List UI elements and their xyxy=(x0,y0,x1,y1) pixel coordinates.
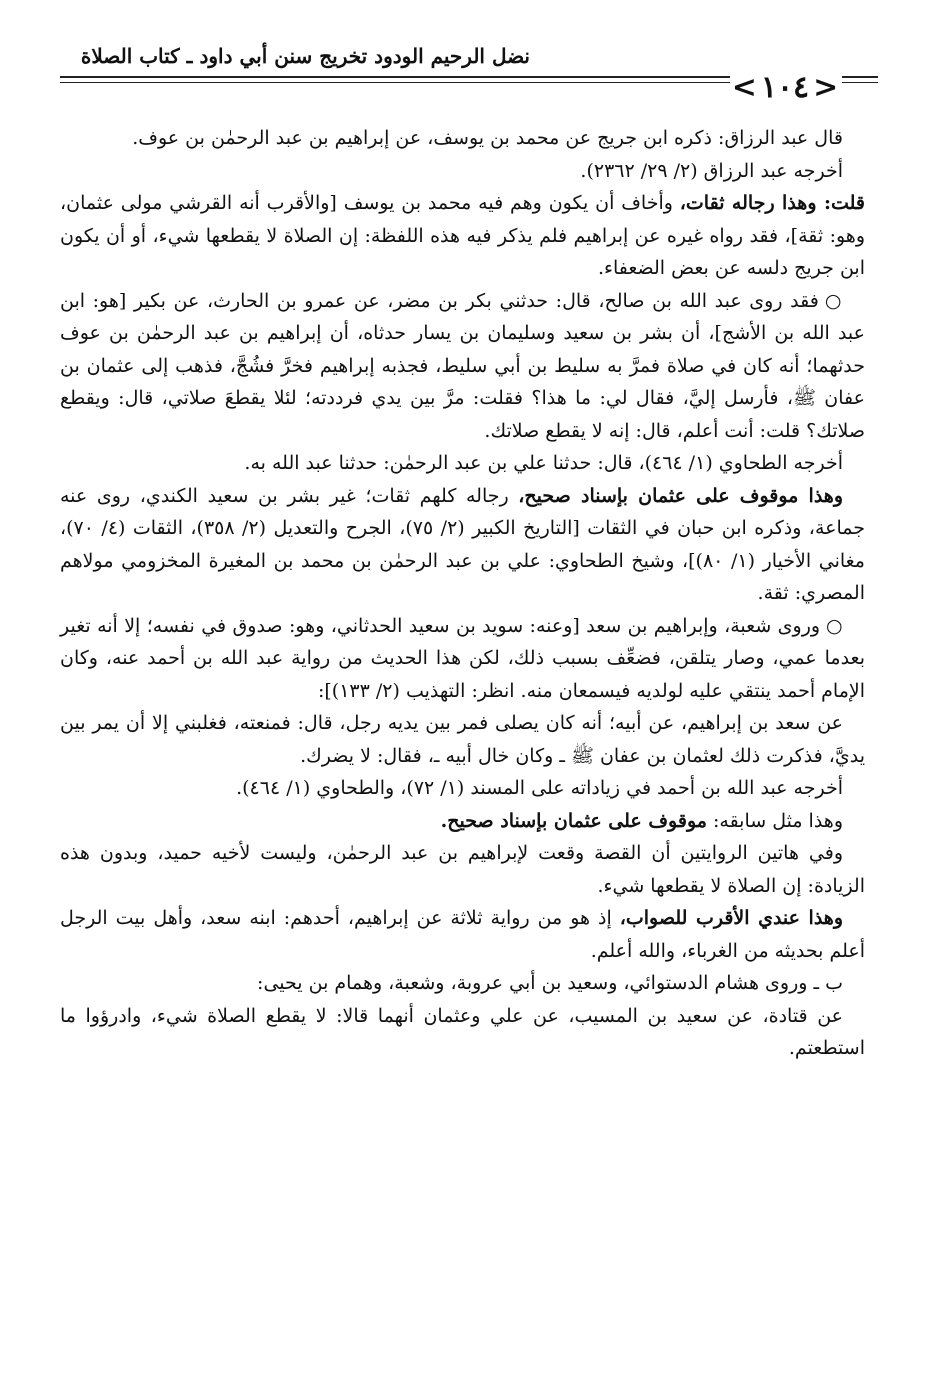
header-rule-bottom xyxy=(60,82,730,83)
bullet-icon: ○ xyxy=(824,289,843,312)
paragraph-9: أخرجه عبد الله بن أحمد في زياداته على المسند (١/ ٧٢)، والطحاوي (١/ ٤٦٤). xyxy=(236,777,843,799)
bracket-right-icon: > xyxy=(813,69,839,105)
bullet-icon: ○ xyxy=(826,614,843,637)
paragraph-12: وهذا عندي الأقرب للصواب، إذ هو من رواية ثلاثة عن إبراهيم، أحدهم: ابنه سعد، وأهل بيت الرجل أعلم بحديثه من الغرباء، والله أعلم. xyxy=(60,907,865,962)
paragraph-7: ○وروى شعبة، وإبراهيم بن سعد [وعنه: سويد بن سعيد الحدثاني، وهو: صدوق في نفسه؛ إلا أنه تغير بعدما عمي، وصار يتلقن، فضعِّف بسبب ذلك، لكن هذا الحديث من رواية عبد الله بن أحمد عنه، وكان الإمام أحمد ينتقي عليه لولديه فيسمعان منه. انظر: التهذيب (٢/ ١٣٣)]: xyxy=(60,614,865,702)
paragraph-13: ب ـ وروى هشام الدستوائي، وسعيد بن أبي عروبة، وشعبة، وهمام بن يحيى: xyxy=(257,972,843,994)
paragraph-11: وفي هاتين الروايتين أن القصة وقعت لإبراهيم بن عبد الرحمٰن، وليست لأخيه حميد، وبدون هذه الزيادة: إن الصلاة لا يقطعها شيء. xyxy=(60,842,865,897)
header-rule-right-bottom xyxy=(842,82,878,83)
paragraph-14: عن قتادة، عن سعيد بن المسيب، عن علي وعثمان أنهما قالا: لا يقطع الصلاة شيء، وادرؤوا ما استطعتم. xyxy=(60,1004,865,1059)
page-body xyxy=(60,122,865,1065)
header-rule-right-top xyxy=(842,76,878,78)
paragraph-3: قلت: وهذا رجاله ثقات، وأخاف أن يكون وهم فيه محمد بن يوسف [والأقرب أنه القرشي مولى عثمان، وهو: ثقة]، فقد رواه غيره عن إبراهيم فلم يذكر فيه هذه اللفظة: إن الصلاة لا يقطعها شيء، أو أن يكون ابن جريج دلسه عن بعض الضعفاء. xyxy=(60,192,865,279)
paragraph-4: ○فقد روى عبد الله بن صالح، قال: حدثني بكر بن مضر، عن عمرو بن الحارث، عن بكير [هو: ابن عبد الله بن الأشج]، أن بشر بن سعيد وسليمان بن يسار حدثاه، أن إبراهيم بن عبد الرحمٰن بن عوف حدثهما؛ أنه كان في صلاة فمرَّ به سليط بن أبي سليط، فجذبه إبراهيم فخرَّ فشُجَّ، فذهب إلى عثمان بن عفان ﷺ، فأرسل إليَّ، فقال لي: ما هذا؟ فقلت: مرَّ بين يدي فرددته؛ لئلا يقطعَ صلاتي، قال: ويقطع صلاتك؟ قلت: أنت أعلم، قال: إنه لا يقطع صلاتك. xyxy=(60,289,865,442)
paragraph-6: وهذا موقوف على عثمان بإسناد صحيح، رجاله كلهم ثقات؛ غير بشر بن سعيد الكندي، روى عنه جماعة، وذكره ابن حبان في الثقات [التاريخ الكبير (٢/ ٧٥)، الجرح والتعديل (٢/ ٣٥٨)، الثقات (٤/ ٧٠)، مغاني الأخيار (١/ ٨٠)]، وشيخ الطحاوي: علي بن عبد الرحمٰن بن محمد بن المغيرة المخزومي مولاهم المصري: ثقة. xyxy=(60,484,865,604)
running-header xyxy=(0,0,938,112)
bracket-left-icon: < xyxy=(731,69,757,105)
paragraph-5: أخرجه الطحاوي (١/ ٤٦٤)، قال: حدثنا علي بن عبد الرحمٰن: حدثنا عبد الله به. xyxy=(244,452,843,474)
paragraph-8: عن سعد بن إبراهيم، عن أبيه؛ أنه كان يصلى فمر بين يديه رجل، قال: فمنعته، فغلبني إلا أن يمر بين يديَّ، فذكرت ذلك لعثمان بن عفان ﷺ ـ وكان خال أبيه ـ، فقال: لا يضرك. xyxy=(60,712,865,767)
paragraph-1: قال عبد الرزاق: ذكره ابن جريج عن محمد بن يوسف، عن إبراهيم بن عبد الرحمٰن بن عوف. xyxy=(132,127,843,149)
header-rule-top xyxy=(60,76,730,78)
page-number: ١٠٤ xyxy=(760,69,810,105)
page-number-badge xyxy=(730,68,840,106)
paragraph-10: وهذا مثل سابقه: موقوف على عثمان بإسناد صحيح. xyxy=(440,809,843,832)
paragraph-2: أخرجه عبد الرزاق (٢/ ٢٩/ ٢٣٦٢). xyxy=(580,159,843,182)
running-title: نضل الرحيم الودود تخريج سنن أبي داود ـ كتاب الصلاة xyxy=(80,44,530,68)
